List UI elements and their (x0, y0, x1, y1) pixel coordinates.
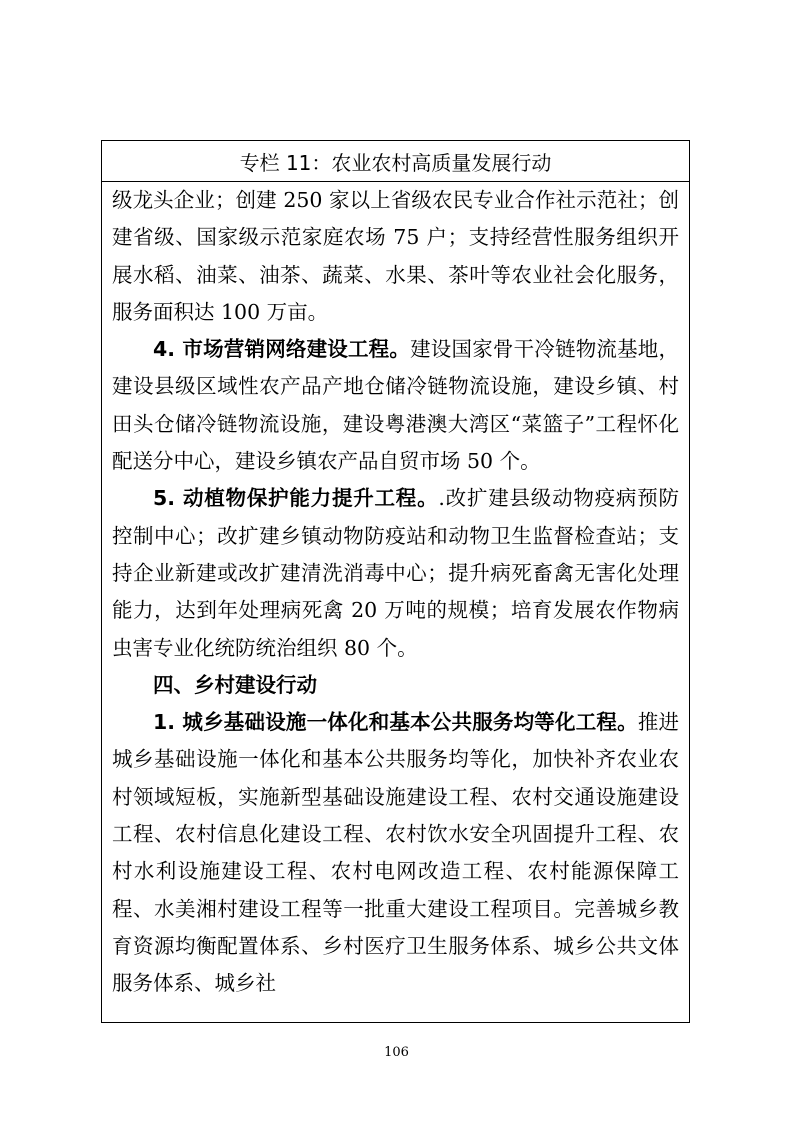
box-title: 专栏 11：农业农村高质量发展行动 (102, 141, 689, 182)
paragraph-animal-plant-protection (112, 480, 679, 666)
paragraph-heading: 5. 动植物保护能力提升工程。 (153, 486, 439, 511)
paragraph-heading: 1. 城乡基础设施一体化和基本公共服务均等化工程。 (153, 710, 638, 735)
paragraph-text: 推进城乡基础设施一体化和基本公共服务均等化，加快补齐农业农村领域短板，实施新型基础设施建设工程、农村交通设施建设工程、农村信息化建设工程、农村饮水安全巩固提升工程、农村水利设施建设工程、农村电网改造工程、农村能源保障工程、水美湘村建设工程等一批重大建设工程项目。完善城乡教育资源均衡配置体系、乡村医疗卫生服务体系、城乡公共文体服务体系、城乡社 (112, 710, 680, 996)
page-number: 106 (384, 1045, 409, 1060)
section-heading: 四、乡村建设行动 (153, 672, 317, 697)
paragraph-heading: 4. 市场营销网络建设工程。 (153, 337, 411, 362)
paragraph-text: 建设国家骨干冷链物流基地，建设县级区域性农产品产地仓储冷链物流设施，建设乡镇、村田头仓储冷链物流设施，建设粤港澳大湾区“菜篮子”工程怀化配送分中心，建设乡镇农产品自贸市场 50 个。 (112, 337, 679, 474)
paragraph-urban-rural-infrastructure (112, 704, 679, 1002)
box-body (102, 182, 689, 1003)
paragraph-text: .改扩建县级动物疫病预防控制中心；改扩建乡镇动物防疫站和动物卫生监督检查站；支持企业新建或改扩建清洗消毒中心；提升病死畜禽无害化处理能力，达到年处理病死禽 20 万吨的规模；培育发展农作物病虫害专业化统防统治组织 80 个。 (112, 486, 679, 660)
feature-box (101, 140, 690, 1023)
paragraph-marketing-network (112, 331, 679, 480)
paragraph-continued: 级龙头企业；创建 250 家以上省级农民专业合作社示范社；创建省级、国家级示范家庭农场 75 户；支持经营性服务组织开展水稻、油菜、油茶、蔬菜、水果、茶叶等农业社会化服务，服务面积达 100 万亩。 (112, 188, 679, 324)
